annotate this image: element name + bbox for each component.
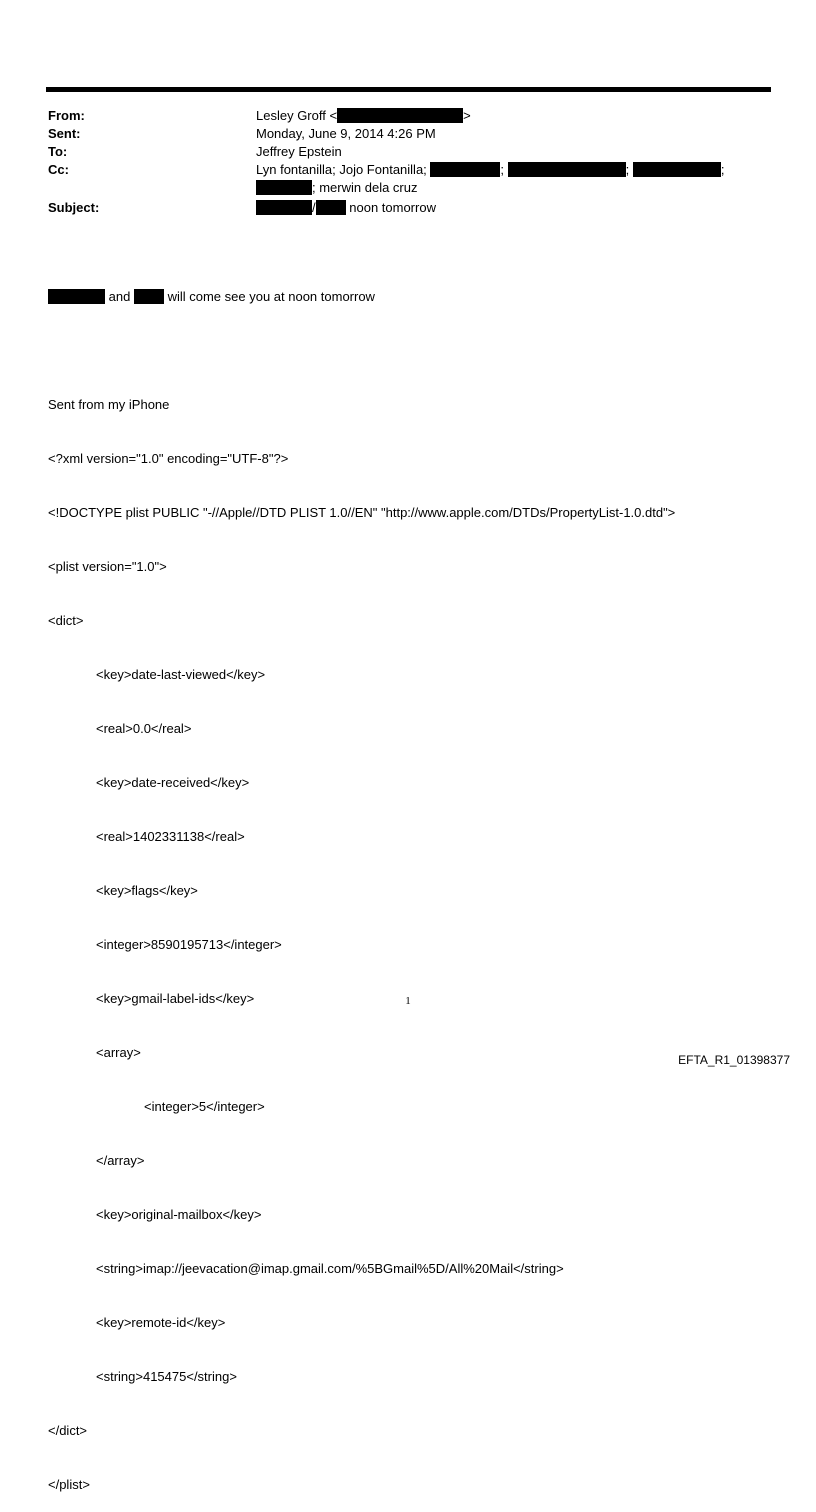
- subject-text: noon tomorrow: [349, 200, 436, 215]
- to-label: To:: [48, 144, 68, 159]
- cc-line-1: [256, 161, 768, 179]
- plist-line: <key>original-mailbox</key>: [96, 1207, 262, 1222]
- plist-line: <array>: [96, 1045, 141, 1060]
- plist-line: <real>0.0</real>: [96, 721, 192, 736]
- from-value: [256, 107, 768, 125]
- sent-row: [48, 125, 768, 143]
- plist-line: <dict>: [48, 613, 84, 628]
- plist-line: <?xml version="1.0" encoding="UTF-8"?>: [48, 451, 289, 466]
- message-and: and: [108, 289, 131, 304]
- redaction-box: [633, 162, 721, 177]
- document-id: EFTA_R1_01398377: [678, 1053, 790, 1067]
- cc-names-2: ; merwin dela cruz: [312, 180, 418, 195]
- redaction-box: [430, 162, 500, 177]
- subject-value: [256, 199, 768, 217]
- to-value: Jeffrey Epstein: [256, 144, 342, 159]
- plist-line: <plist version="1.0">: [48, 559, 167, 574]
- from-name: Lesley Groff <: [256, 108, 338, 123]
- plist-line: </dict>: [48, 1423, 88, 1438]
- cc-label: Cc:: [48, 162, 69, 177]
- redaction-box: [316, 200, 346, 215]
- sent-label: Sent:: [48, 126, 81, 141]
- email-body: [48, 252, 675, 1512]
- plist-line: <string>415475</string>: [96, 1369, 237, 1384]
- plist-line: <key>date-last-viewed</key>: [96, 667, 266, 682]
- subject-row: [48, 199, 768, 217]
- to-row: [48, 143, 768, 161]
- cc-row: [48, 161, 768, 197]
- plist-line: <integer>8590195713</integer>: [96, 937, 282, 952]
- redaction-box: [508, 162, 626, 177]
- subject-label: Subject:: [48, 200, 100, 215]
- redaction-box: [134, 289, 164, 304]
- message-line: [48, 288, 675, 306]
- cc-separator: ;: [720, 162, 725, 177]
- email-header: [48, 107, 768, 217]
- plist-line: <string>imap://jeevacation@imap.gmail.com/%5BGmail%5D/All%20Mail</string>: [96, 1261, 564, 1276]
- sent-value: Monday, June 9, 2014 4:26 PM: [256, 126, 436, 141]
- from-close: >: [463, 108, 471, 123]
- cc-separator: ;: [625, 162, 630, 177]
- page-number: 1: [405, 995, 411, 1007]
- subject-slash: /: [312, 200, 316, 215]
- plist-line: </array>: [96, 1153, 145, 1168]
- plist-line: <!DOCTYPE plist PUBLIC "-//Apple//DTD PLIST 1.0//EN" "http://www.apple.com/DTDs/PropertyList-1.0.dtd">: [48, 505, 676, 520]
- message-text: will come see you at noon tomorrow: [167, 289, 375, 304]
- plist-line: <key>flags</key>: [96, 883, 198, 898]
- plist-line: <key>gmail-label-ids</key>: [96, 991, 255, 1006]
- signature-line: Sent from my iPhone: [48, 397, 170, 412]
- plist-line: <real>1402331138</real>: [96, 829, 245, 844]
- plist-line: </plist>: [48, 1477, 90, 1492]
- plist-line: <integer>5</integer>: [144, 1099, 265, 1114]
- from-label: From:: [48, 108, 85, 123]
- cc-value: [256, 161, 768, 197]
- redaction-box: [256, 180, 312, 195]
- cc-separator: ;: [500, 162, 505, 177]
- plist-line: <key>remote-id</key>: [96, 1315, 226, 1330]
- redaction-box: [256, 200, 312, 215]
- header-divider: [46, 87, 771, 92]
- from-row: [48, 107, 768, 125]
- plist-line: <key>date-received</key>: [96, 775, 250, 790]
- redaction-box: [337, 108, 463, 123]
- cc-line-2: [256, 179, 768, 197]
- redaction-box: [48, 289, 105, 304]
- cc-names: Lyn fontanilla; Jojo Fontanilla;: [256, 162, 427, 177]
